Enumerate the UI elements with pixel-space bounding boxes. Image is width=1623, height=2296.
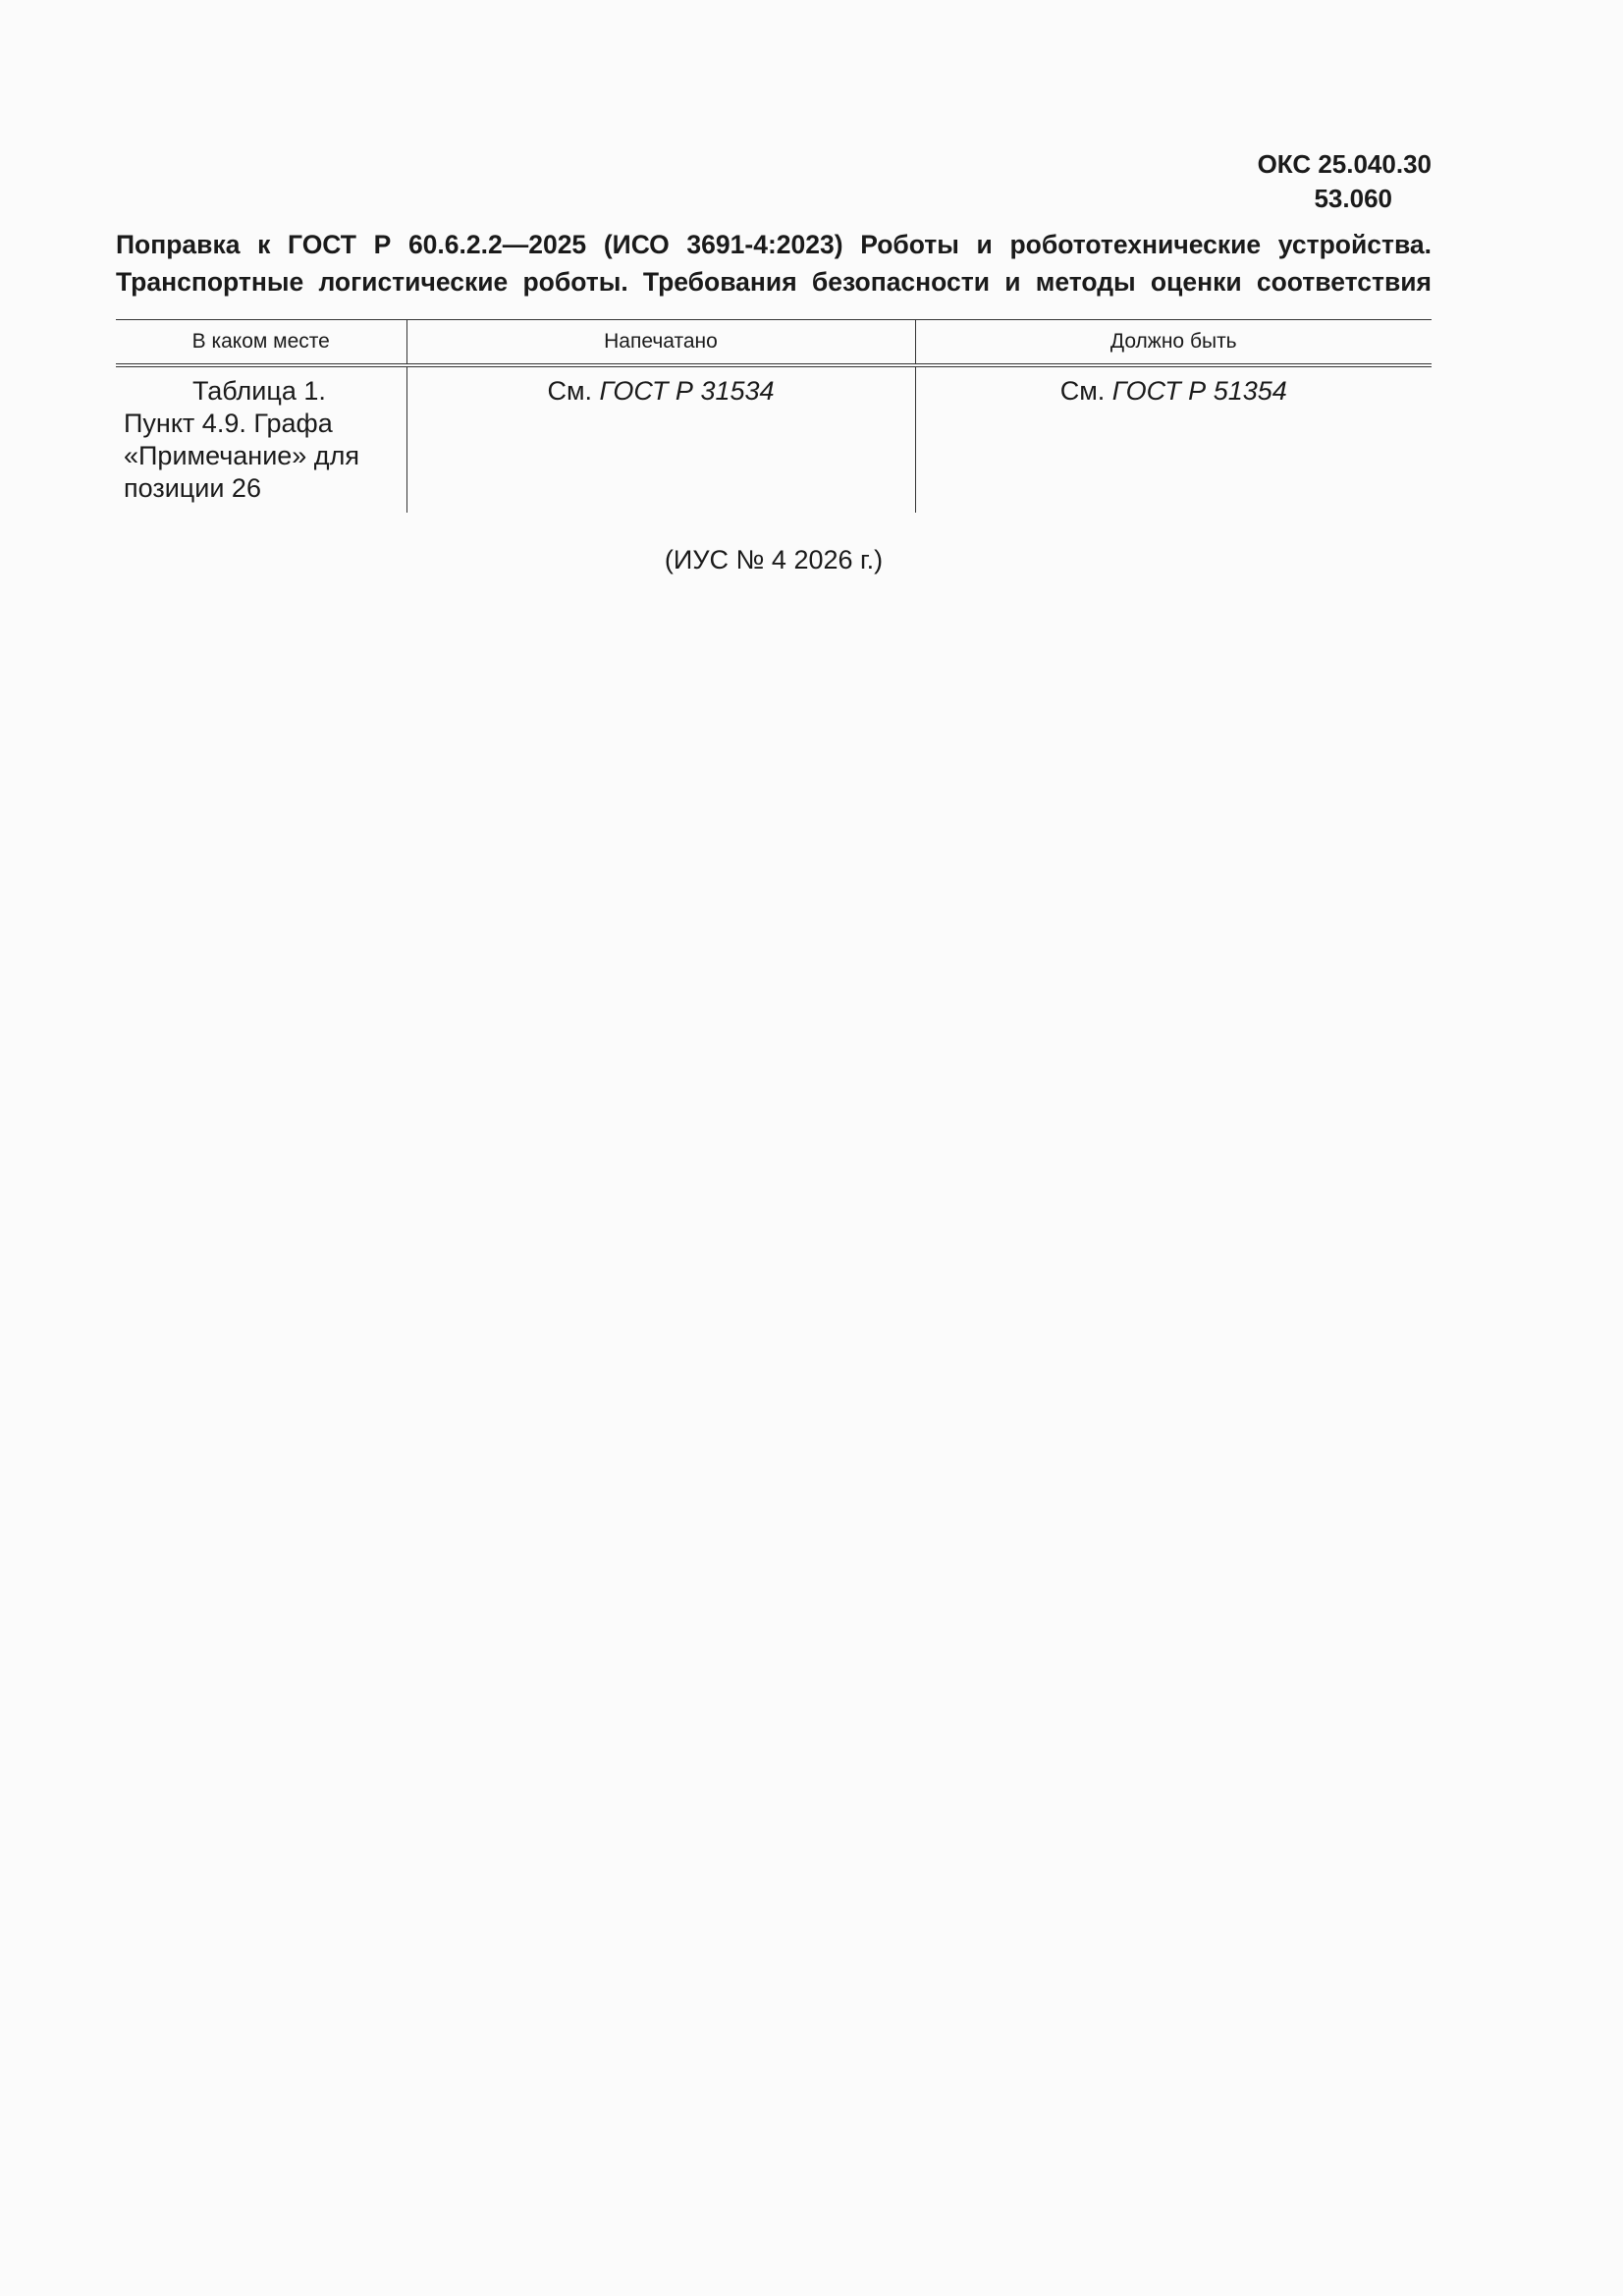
oks-code-line2: 53.060 <box>1314 184 1392 213</box>
place-line: позиции 26 <box>124 473 261 503</box>
ius-reference: (ИУС № 4 2026 г.) <box>664 545 884 574</box>
oks-code-line1: ОКС 25.040.30 <box>1257 149 1432 179</box>
printed-prefix: См. <box>547 376 600 406</box>
correction-table <box>116 319 1432 513</box>
column-header-printed: Напечатано <box>406 320 915 366</box>
title-line1: Поправка к ГОСТ Р 60.6.2.2—2025 (ИСО 3691-4:2023) Роботы и робототехнические устройства. <box>116 230 1432 259</box>
cell-printed <box>406 365 915 513</box>
place-line: Таблица 1. <box>192 376 326 406</box>
should-reference: ГОСТ Р 51354 <box>1111 376 1287 406</box>
table-row <box>116 365 1432 513</box>
cell-place <box>116 365 406 513</box>
title-line2: Транспортные логистические роботы. Требования безопасности и методы оценки соответствия <box>116 267 1432 297</box>
column-header-should-be: Должно быть <box>915 320 1432 366</box>
column-header-place: В каком месте <box>116 320 406 366</box>
printed-reference: ГОСТ Р 31534 <box>599 376 775 406</box>
place-line: «Примечание» для <box>124 441 359 470</box>
table-header-row <box>116 320 1432 366</box>
place-line: Пункт 4.9. Графа <box>124 409 333 438</box>
should-prefix: См. <box>1059 376 1112 406</box>
cell-should-be <box>915 365 1432 513</box>
oks-code <box>1129 147 1432 216</box>
document-title <box>116 226 1432 301</box>
